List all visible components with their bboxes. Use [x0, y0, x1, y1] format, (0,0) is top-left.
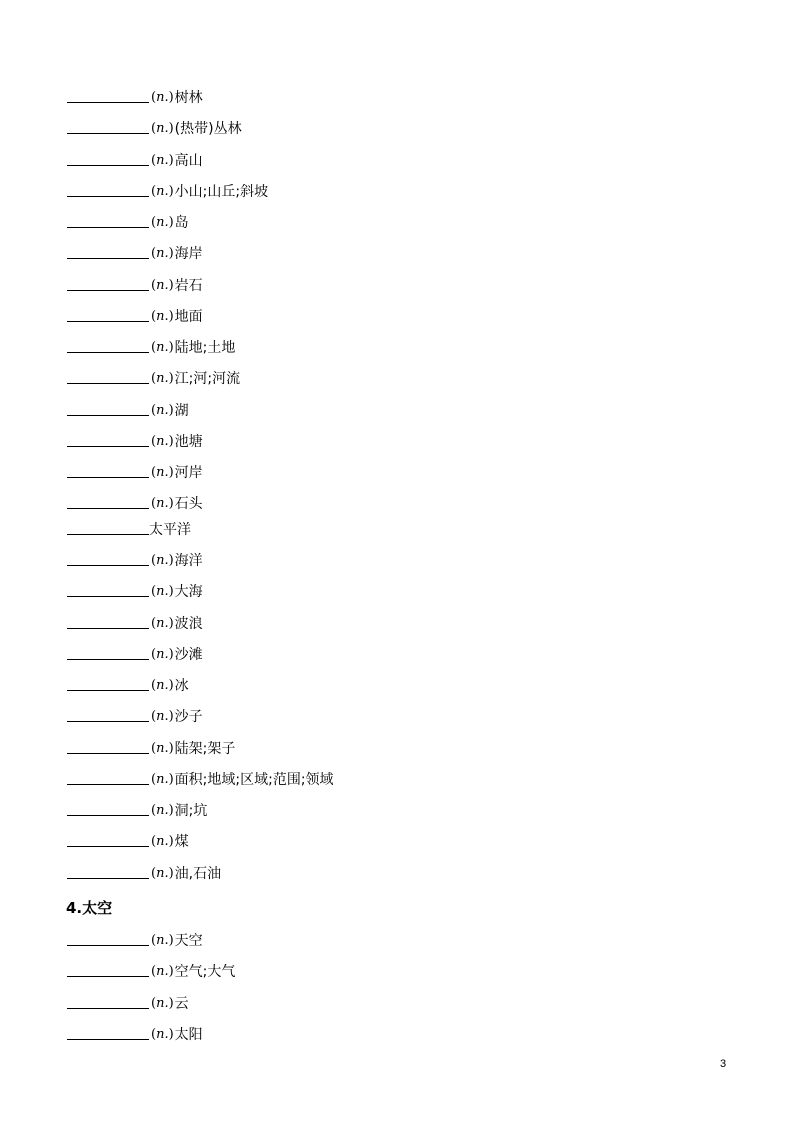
part-of-speech: (n.)	[151, 402, 174, 418]
vocab-row	[67, 612, 203, 632]
answer-blank[interactable]	[67, 351, 149, 353]
part-of-speech: (n.)	[151, 678, 174, 693]
vocab-row	[67, 399, 189, 419]
answer-blank[interactable]	[67, 382, 149, 384]
answer-blank[interactable]	[67, 476, 149, 478]
vocab-meaning: 云	[174, 995, 189, 1012]
vocab-meaning: 地面	[174, 308, 203, 325]
vocab-meaning: 洞;坑	[174, 803, 208, 819]
pos-label: n.	[156, 834, 169, 850]
answer-blank[interactable]	[67, 564, 149, 566]
part-of-speech: (n.)	[151, 246, 174, 262]
pos-label: n.	[156, 402, 169, 418]
pos-label: n.	[156, 433, 169, 449]
answer-blank[interactable]	[67, 164, 149, 166]
pos-label: n.	[156, 933, 169, 948]
vocab-meaning: 海岸	[174, 246, 203, 263]
vocab-row	[67, 305, 203, 325]
part-of-speech: (n.)	[151, 995, 174, 1011]
pos-label: n.	[156, 308, 169, 324]
vocab-row	[67, 461, 203, 481]
answer-blank[interactable]	[67, 132, 149, 134]
answer-blank[interactable]	[67, 689, 149, 691]
vocab-meaning: 沙子	[174, 709, 203, 726]
vocab-meaning: 岛	[174, 215, 189, 231]
part-of-speech: (n.)	[151, 465, 174, 480]
vocab-row	[67, 768, 334, 788]
part-of-speech: (n.)	[151, 308, 174, 324]
vocab-row-pacific	[67, 518, 191, 538]
vocab-meaning: 石头	[174, 496, 203, 513]
pos-label: n.	[156, 277, 169, 293]
part-of-speech: (n.)	[151, 646, 174, 662]
answer-blank[interactable]	[67, 257, 149, 259]
vocab-meaning: 湖	[174, 402, 189, 419]
answer-blank[interactable]	[67, 595, 149, 597]
answer-blank[interactable]	[67, 877, 149, 879]
vocab-meaning: 池塘	[174, 433, 203, 450]
vocab-meaning: (热带)丛林	[174, 121, 242, 138]
vocab-row	[67, 1023, 203, 1043]
part-of-speech: (n.)	[151, 121, 174, 137]
vocab-row	[67, 643, 203, 663]
part-of-speech: (n.)	[151, 740, 174, 756]
vocab-row	[67, 492, 203, 512]
part-of-speech: (n.)	[151, 496, 174, 512]
vocab-row	[67, 367, 240, 387]
vocab-meaning: 高山	[174, 152, 203, 169]
pos-label: n.	[156, 771, 169, 787]
pos-label: n.	[156, 496, 169, 512]
vocab-row	[67, 992, 189, 1012]
pos-label: n.	[156, 615, 169, 631]
answer-blank[interactable]	[67, 814, 149, 816]
answer-blank[interactable]	[67, 195, 149, 197]
pos-label: n.	[156, 995, 169, 1011]
vocab-meaning: 树林	[174, 90, 203, 106]
pos-label: n.	[156, 215, 169, 230]
vocab-row	[67, 149, 203, 169]
vocab-meaning: 太阳	[174, 1026, 203, 1043]
pos-label: n.	[156, 1026, 169, 1042]
pos-label: n.	[156, 964, 169, 980]
answer-blank[interactable]	[67, 783, 149, 785]
answer-blank[interactable]	[67, 533, 149, 535]
pos-label: n.	[156, 553, 169, 568]
vocab-row	[67, 862, 221, 882]
answer-blank[interactable]	[67, 320, 149, 322]
part-of-speech: (n.)	[151, 584, 174, 600]
vocab-row	[67, 580, 203, 600]
answer-blank[interactable]	[67, 101, 149, 103]
vocab-row	[67, 737, 235, 757]
vocab-row	[67, 274, 203, 294]
vocab-meaning: 冰	[174, 678, 189, 694]
vocab-meaning: 面积;地域;区域;范围;领域	[174, 771, 334, 788]
vocab-row	[67, 430, 203, 450]
answer-blank[interactable]	[67, 289, 149, 291]
vocab-meaning: 油,石油	[174, 865, 222, 882]
vocab-row	[67, 211, 189, 231]
vocab-row	[67, 117, 242, 137]
part-of-speech: (n.)	[151, 615, 174, 631]
vocab-row	[67, 86, 203, 106]
vocab-row	[67, 960, 235, 980]
vocab-meaning: 岩石	[174, 277, 203, 294]
vocab-meaning: 河岸	[174, 465, 203, 481]
pos-label: n.	[156, 709, 169, 725]
vocab-meaning: 空气;大气	[174, 964, 236, 981]
part-of-speech: (n.)	[151, 183, 174, 199]
vocab-row	[67, 929, 203, 949]
vocab-meaning: 江;河;河流	[174, 371, 241, 388]
answer-blank[interactable]	[67, 226, 149, 228]
pos-label: n.	[156, 465, 169, 480]
part-of-speech: (n.)	[151, 215, 174, 230]
answer-blank[interactable]	[67, 720, 149, 722]
answer-blank[interactable]	[67, 414, 149, 416]
section-title-space: 4.太空	[66, 899, 113, 917]
vocab-meaning: 陆架;架子	[174, 740, 236, 757]
answer-blank[interactable]	[67, 752, 149, 754]
vocab-meaning: 陆地;土地	[174, 340, 236, 356]
pos-label: n.	[156, 246, 169, 262]
page-number: 3	[720, 1058, 727, 1070]
vocab-row	[67, 674, 189, 694]
answer-blank[interactable]	[67, 975, 149, 977]
part-of-speech: (n.)	[151, 834, 174, 850]
pos-label: n.	[156, 584, 169, 600]
part-of-speech: (n.)	[151, 277, 174, 293]
vocab-row	[67, 180, 268, 200]
pos-label: n.	[156, 646, 169, 662]
part-of-speech: (n.)	[151, 371, 174, 387]
answer-blank[interactable]	[67, 507, 149, 509]
part-of-speech: (n.)	[151, 865, 174, 881]
pos-label: n.	[156, 183, 169, 199]
vocab-row	[67, 242, 203, 262]
part-of-speech: (n.)	[151, 152, 174, 168]
pos-label: n.	[156, 371, 169, 387]
part-of-speech: (n.)	[151, 771, 174, 787]
answer-blank[interactable]	[67, 627, 149, 629]
vocab-meaning: 煤	[174, 834, 189, 851]
answer-blank[interactable]	[67, 658, 149, 660]
vocab-meaning: 沙滩	[174, 646, 203, 663]
vocab-meaning: 天空	[174, 933, 203, 949]
pos-label: n.	[156, 90, 169, 105]
answer-blank[interactable]	[67, 1007, 149, 1009]
answer-blank[interactable]	[67, 944, 149, 946]
part-of-speech: (n.)	[151, 964, 174, 980]
vocab-meaning: 太平洋	[149, 522, 191, 538]
part-of-speech: (n.)	[151, 803, 174, 818]
pos-label: n.	[156, 121, 169, 137]
vocab-row	[67, 705, 203, 725]
answer-blank[interactable]	[67, 1038, 149, 1040]
pos-label: n.	[156, 152, 169, 168]
part-of-speech: (n.)	[151, 340, 174, 355]
part-of-speech: (n.)	[151, 1026, 174, 1042]
answer-blank[interactable]	[67, 845, 149, 847]
vocab-row	[67, 336, 235, 356]
vocab-meaning: 大海	[174, 584, 203, 601]
part-of-speech: (n.)	[151, 553, 174, 568]
vocab-row	[67, 549, 203, 569]
part-of-speech: (n.)	[151, 90, 174, 105]
pos-label: n.	[156, 803, 169, 818]
part-of-speech: (n.)	[151, 933, 174, 948]
vocab-meaning: 海洋	[174, 553, 203, 569]
part-of-speech: (n.)	[151, 709, 174, 725]
part-of-speech: (n.)	[151, 433, 174, 449]
pos-label: n.	[156, 678, 169, 693]
pos-label: n.	[156, 740, 169, 756]
vocab-row	[67, 830, 189, 850]
pos-label: n.	[156, 340, 169, 355]
pos-label: n.	[156, 865, 169, 881]
vocab-meaning: 波浪	[174, 615, 203, 632]
answer-blank[interactable]	[67, 445, 149, 447]
vocab-meaning: 小山;山丘;斜坡	[174, 183, 269, 200]
vocab-row	[67, 799, 207, 819]
